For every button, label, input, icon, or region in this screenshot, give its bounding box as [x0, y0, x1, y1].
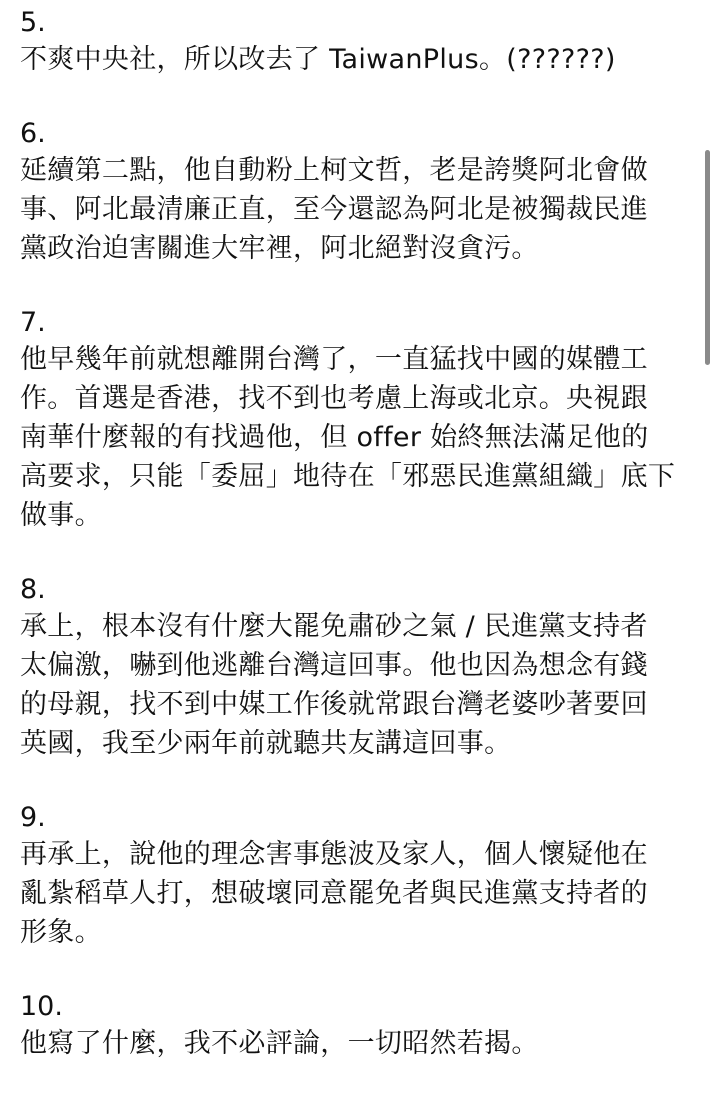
- item-number: 9.: [20, 802, 46, 833]
- list-item-8: [20, 573, 696, 763]
- item-number: 5.: [20, 7, 46, 38]
- item-text-line: 不爽中央社，所以改去了 TaiwanPlus。(??????): [20, 44, 616, 75]
- item-text-line: 做事。: [20, 500, 102, 531]
- list-item-9: [20, 801, 696, 952]
- vertical-scrollbar[interactable]: [705, 150, 710, 365]
- item-text-line: 作。首選是香港，找不到也考慮上海或北京。央視跟: [20, 383, 648, 414]
- item-text-line: 英國，我至少兩年前就聽共友講這回事。: [20, 728, 512, 759]
- item-text-line: 形象。: [20, 917, 102, 948]
- item-text-line: 的母親，找不到中媒工作後就常跟台灣老婆吵著要回: [20, 689, 648, 720]
- list-item-5: [20, 6, 696, 79]
- item-text-line: 延續第二點，他自動粉上柯文哲，老是誇獎阿北會做: [20, 155, 648, 186]
- item-text-line: 承上，根本沒有什麼大罷免肅砂之氣 / 民進黨支持者: [20, 611, 648, 642]
- item-text-line: 亂紮稻草人打，想破壞同意罷免者與民進黨支持者的: [20, 878, 648, 909]
- item-text-line: 南華什麼報的有找過他，但 offer 始終無法滿足他的: [20, 422, 649, 453]
- item-text-line: 太偏激，嚇到他逃離台灣這回事。他也因為想念有錢: [20, 650, 648, 681]
- item-number: 10.: [20, 991, 63, 1022]
- list-item-10: [20, 990, 696, 1063]
- list-item-7: [20, 306, 696, 535]
- item-text-line: 他寫了什麼，我不必評論，一切昭然若揭。: [20, 1028, 539, 1059]
- item-number: 7.: [20, 307, 46, 338]
- item-number: 6.: [20, 118, 46, 149]
- item-text-line: 他早幾年前就想離開台灣了，一直猛找中國的媒體工: [20, 344, 648, 375]
- item-text-line: 事、阿北最清廉正直，至今還認為阿北是被獨裁民進: [20, 194, 648, 225]
- item-text-line: 高要求，只能「委屈」地待在「邪惡民進黨組織」底下: [20, 461, 676, 492]
- post-body: [20, 6, 696, 1101]
- item-text-line: 黨政治迫害關進大牢裡，阿北絕對沒貪污。: [20, 233, 539, 264]
- list-item-6: [20, 117, 696, 268]
- item-text-line: 再承上，說他的理念害事態波及家人，個人懷疑他在: [20, 839, 648, 870]
- item-number: 8.: [20, 574, 46, 605]
